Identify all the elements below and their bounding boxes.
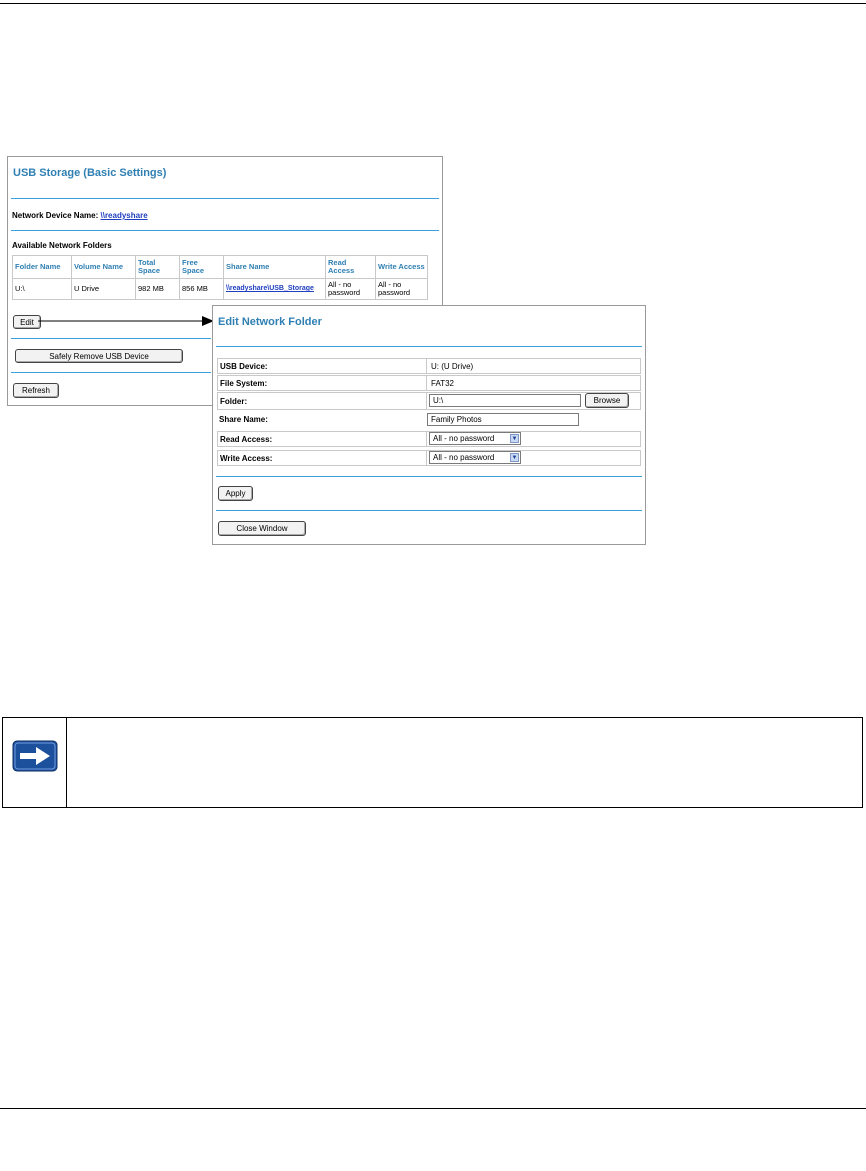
table-row	[13, 279, 428, 300]
refresh-button[interactable]: Refresh	[13, 383, 59, 398]
usb-storage-title: USB Storage (Basic Settings)	[13, 167, 167, 179]
cell-volume-name: U Drive	[72, 279, 136, 300]
separator	[216, 346, 642, 347]
cell-free-space: 856 MB	[180, 279, 224, 300]
folder-label: Folder:	[220, 397, 248, 406]
file-system-label: File System:	[220, 379, 268, 388]
separator	[11, 198, 439, 199]
col-total-space: Total Space	[136, 256, 180, 279]
separator	[11, 338, 211, 339]
device-name-label: Network Device Name:	[12, 211, 99, 220]
separator	[216, 476, 642, 477]
usb-device-value: U: (U Drive)	[431, 362, 474, 371]
col-write-access: Write Access	[376, 256, 428, 279]
browse-button[interactable]: Browse	[585, 393, 629, 408]
write-access-select[interactable]	[429, 451, 521, 464]
cell-folder-name: U:\	[13, 279, 72, 300]
connector-arrow	[38, 315, 214, 327]
table-header-row	[13, 256, 428, 279]
chevron-down-icon[interactable]: ▼	[511, 436, 518, 442]
file-system-row	[217, 375, 641, 391]
edit-button[interactable]: Edit	[13, 315, 41, 329]
share-name-input[interactable]: Family Photos	[427, 413, 579, 426]
col-volume-name: Volume Name	[72, 256, 136, 279]
folder-row	[217, 392, 641, 410]
file-system-value: FAT32	[431, 379, 454, 388]
close-window-button[interactable]: Close Window	[218, 521, 306, 536]
usb-device-row	[217, 358, 641, 374]
chevron-down-icon[interactable]: ▼	[511, 455, 518, 461]
page-top-rule	[0, 3, 866, 4]
edit-network-folder-panel	[212, 305, 646, 545]
cell-total-space: 982 MB	[136, 279, 180, 300]
cell-write-access: All - no password	[376, 279, 428, 300]
page-bottom-rule	[0, 1108, 866, 1109]
separator	[216, 510, 642, 511]
write-access-value: All - no password	[433, 453, 495, 462]
write-access-row	[217, 450, 641, 466]
share-name-label: Share Name:	[219, 415, 268, 424]
read-access-value: All - no password	[433, 434, 495, 443]
share-name-row	[217, 412, 641, 428]
safely-remove-usb-button[interactable]: Safely Remove USB Device	[15, 349, 183, 363]
device-name-link[interactable]: \\readyshare	[100, 211, 148, 220]
folders-table	[12, 255, 428, 300]
folder-input[interactable]: U:\	[429, 394, 581, 407]
apply-button[interactable]: Apply	[218, 486, 253, 501]
separator	[11, 230, 439, 231]
cell-read-access: All - no password	[326, 279, 376, 300]
col-share-name: Share Name	[224, 256, 326, 279]
note-divider	[66, 718, 67, 807]
edit-folder-title: Edit Network Folder	[218, 316, 322, 328]
note-box	[2, 717, 863, 808]
col-folder-name: Folder Name	[13, 256, 72, 279]
read-access-select[interactable]	[429, 432, 521, 445]
device-name-row	[12, 211, 148, 220]
write-access-label: Write Access:	[220, 454, 273, 463]
col-free-space: Free Space	[180, 256, 224, 279]
cell-share-name-link[interactable]: \\readyshare\USB_Storage	[224, 279, 326, 300]
col-read-access: Read Access	[326, 256, 376, 279]
separator	[11, 372, 211, 373]
read-access-label: Read Access:	[220, 435, 273, 444]
note-arrow-icon	[12, 740, 58, 772]
available-folders-heading: Available Network Folders	[12, 241, 112, 250]
usb-device-label: USB Device:	[220, 362, 268, 371]
read-access-row	[217, 431, 641, 447]
